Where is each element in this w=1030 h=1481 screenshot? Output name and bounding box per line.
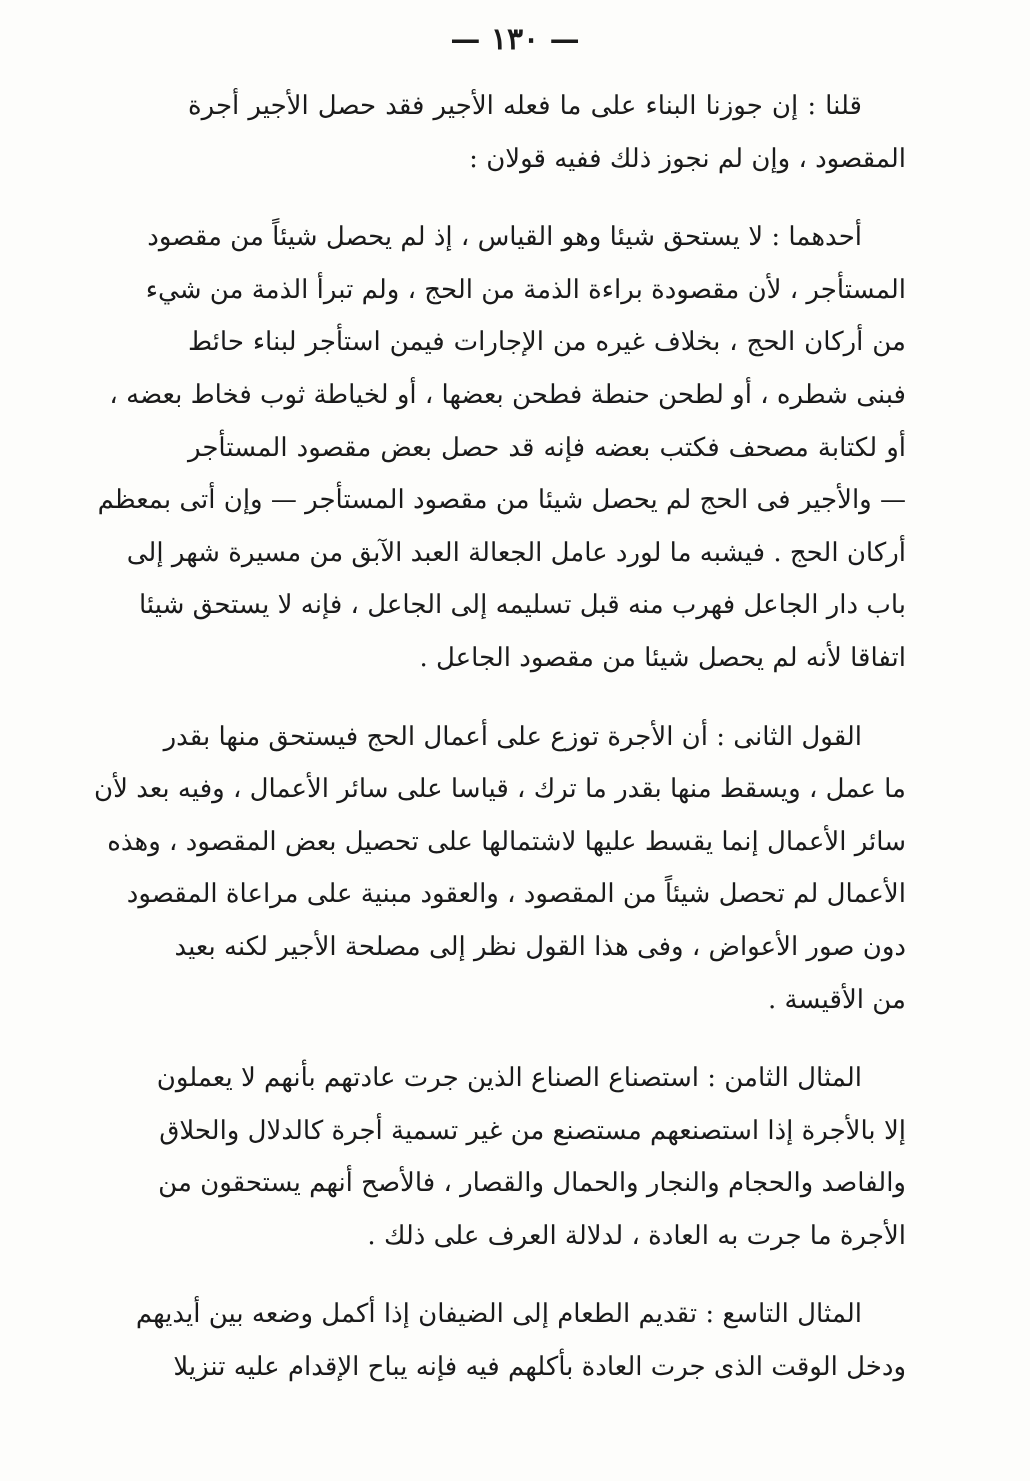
- text-line: ما عمل ، ويسقط منها بقدر ما ترك ، قياسا على سائر الأعمال ، وفيه بعد لأن: [94, 774, 906, 805]
- text-line: القول الثانى : أن الأجرة توزع على أعمال الحج فيستحق منها بقدر: [163, 721, 862, 752]
- text-line: المثال التاسع : تقديم الطعام إلى الضيفان إذا أكمل وضعه بين أيديهم: [135, 1299, 862, 1330]
- text-line: — والأجير فى الحج لم يحصل شيئا من مقصود المستأجر — وإن أتى بمعظم: [97, 485, 906, 516]
- paragraph: [156, 1052, 906, 1262]
- paragraph: [188, 80, 906, 185]
- text-line: المقصود ، وإن لم نجوز ذلك ففيه قولان :: [469, 143, 906, 174]
- text-line: الأعمال لم تحصل شيئاً من المقصود ، والعقود مبنية على مراعاة المقصود: [126, 879, 906, 910]
- text-line: دون صور الأعواض ، وفى هذا القول نظر إلى مصلحة الأجير لكنه بعيد: [174, 931, 906, 962]
- text-line: باب دار الجاعل فهرب منه قبل تسليمه إلى الجاعل ، فإنه لا يستحق شيئا: [138, 590, 906, 621]
- body-text: [94, 80, 906, 1394]
- text-line: المثال الثامن : استصناع الصناع الذين جرت عادتهم بأنهم لا يعملون: [156, 1063, 862, 1094]
- paragraph: [97, 211, 906, 684]
- text-line: أو لكتابة مصحف فكتب بعضه فإنه قد حصل بعض مقصود المستأجر: [188, 432, 906, 463]
- text-line: فبنى شطره ، أو لطحن حنطة فطحن بعضها ، أو لخياطة ثوب فخاط بعضه ،: [109, 379, 906, 410]
- text-line: سائر الأعمال إنما يقسط عليها لاشتمالها على تحصيل بعض المقصود ، وهذه: [107, 826, 906, 857]
- text-line: الأجرة ما جرت به العادة ، لدلالة العرف على ذلك .: [367, 1220, 906, 1251]
- paragraph: [135, 1288, 906, 1393]
- text-line: المستأجر ، لأن مقصودة براءة الذمة من الحج ، ولم تبرأ الذمة من شيء: [145, 274, 906, 305]
- text-line: والفاصد والحجام والنجار والحمال والقصار ، فالأصح أنهم يستحقون من: [158, 1168, 906, 1199]
- page-number: — ١٣٠ —: [450, 22, 580, 57]
- text-line: من أركان الحج ، بخلاف غيره من الإجارات فيمن استأجر لبناء حائط: [188, 327, 906, 358]
- text-line: أركان الحج . فيشبه ما لورد عامل الجعالة العبد الآبق من مسيرة شهر إلى: [126, 537, 906, 568]
- text-line: أحدهما : لا يستحق شيئا وهو القياس ، إذ لم يحصل شيئاً من مقصود: [147, 222, 862, 253]
- text-line: قلنا : إن جوزنا البناء على ما فعله الأجير فقد حصل الأجير أجرة: [188, 91, 862, 121]
- paragraph: [94, 711, 906, 1027]
- text-line: من الأقيسة .: [768, 984, 906, 1015]
- text-line: إلا بالأجرة إذا استصنعهم مستصنع من غير تسمية أجرة كالدلال والحلاق: [159, 1115, 906, 1146]
- text-line: اتفاقا لأنه لم يحصل شيئا من مقصود الجاعل .: [419, 642, 906, 673]
- text-line: ودخل الوقت الذى جرت العادة بأكلهم فيه فإنه يباح الإقدام عليه تنزيلا: [173, 1352, 906, 1383]
